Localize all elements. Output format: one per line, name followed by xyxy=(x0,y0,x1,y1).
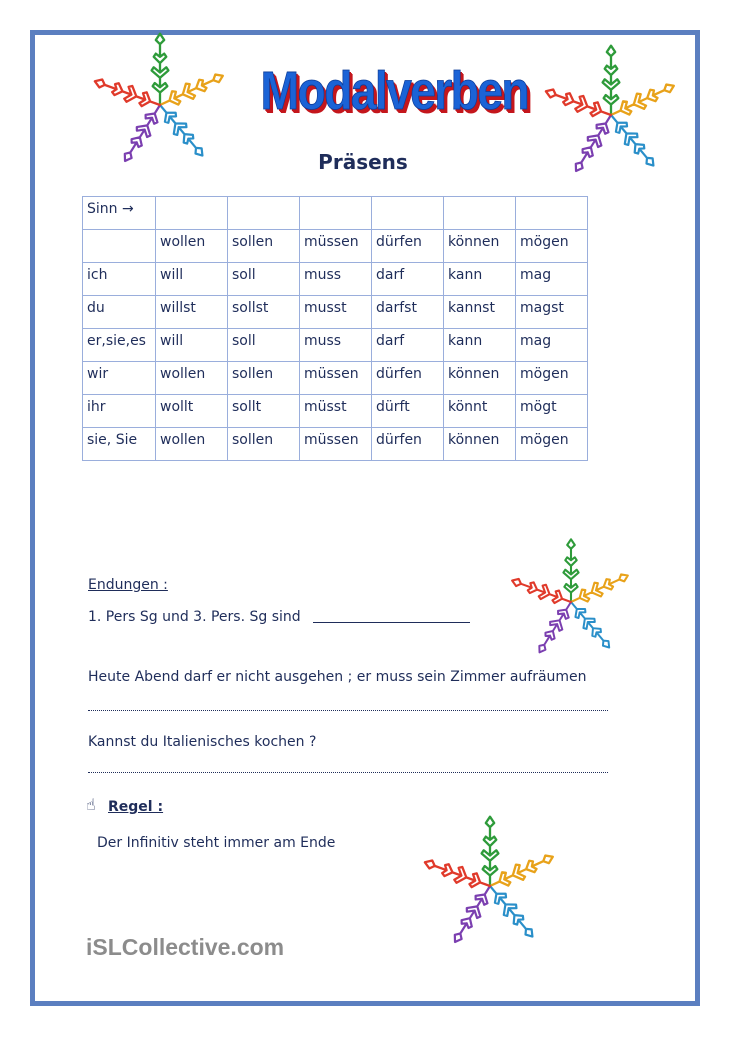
pronoun-cell: ich xyxy=(83,263,156,296)
answer-line[interactable] xyxy=(88,772,608,773)
pronoun-cell: sie, Sie xyxy=(83,428,156,461)
table-cell: sollen xyxy=(228,362,300,395)
table-cell: dürfen xyxy=(372,362,444,395)
snowflake-icon xyxy=(405,806,575,966)
snowflake-icon xyxy=(496,532,646,672)
table-cell: dürft xyxy=(372,395,444,428)
table-cell: kann xyxy=(444,329,516,362)
table-cell: darf xyxy=(372,329,444,362)
table-cell: müsst xyxy=(300,395,372,428)
table-row xyxy=(83,296,588,329)
pronoun-cell: er,sie,es xyxy=(83,329,156,362)
table-cell: wollt xyxy=(156,395,228,428)
regel-label: Regel : xyxy=(108,799,164,815)
column-header: wollen xyxy=(156,230,228,263)
table-cell: willst xyxy=(156,296,228,329)
table-cell: mag xyxy=(516,263,588,296)
table-cell: mögen xyxy=(516,428,588,461)
answer-blank[interactable] xyxy=(313,622,470,623)
table-cell: soll xyxy=(228,263,300,296)
answer-line[interactable] xyxy=(88,710,608,711)
snowflake-icon xyxy=(526,40,696,190)
table-row xyxy=(83,329,588,362)
page-title: Modalverben xyxy=(260,61,529,121)
table-row xyxy=(83,263,588,296)
table-cell xyxy=(156,197,228,230)
table-cell: könnt xyxy=(444,395,516,428)
table-cell: musst xyxy=(300,296,372,329)
exercise-sentence: Kannst du Italienisches kochen ? xyxy=(88,734,317,750)
table-cell: muss xyxy=(300,329,372,362)
endungen-heading: Endungen : xyxy=(88,577,168,593)
table-cell xyxy=(228,197,300,230)
sinn-label: Sinn → xyxy=(83,197,156,230)
table-cell: wollen xyxy=(156,362,228,395)
snowflake-icon xyxy=(80,30,240,180)
table-cell: soll xyxy=(228,329,300,362)
table-cell: müssen xyxy=(300,428,372,461)
regel-text: Der Infinitiv steht immer am Ende xyxy=(97,835,336,851)
table-cell: mag xyxy=(516,329,588,362)
table-cell: müssen xyxy=(300,362,372,395)
table-cell: mögen xyxy=(516,362,588,395)
column-header: sollen xyxy=(228,230,300,263)
pronoun-cell: du xyxy=(83,296,156,329)
table-cell xyxy=(300,197,372,230)
table-cell: will xyxy=(156,329,228,362)
table-cell: mögt xyxy=(516,395,588,428)
table-cell: muss xyxy=(300,263,372,296)
table-row xyxy=(83,395,588,428)
table-cell: sollen xyxy=(228,428,300,461)
column-header: mögen xyxy=(516,230,588,263)
column-header: dürfen xyxy=(372,230,444,263)
table-row xyxy=(83,197,588,230)
pronoun-cell: wir xyxy=(83,362,156,395)
column-header: müssen xyxy=(300,230,372,263)
table-cell: können xyxy=(444,362,516,395)
table-cell xyxy=(372,197,444,230)
table-row xyxy=(83,362,588,395)
table-cell xyxy=(444,197,516,230)
table-cell: will xyxy=(156,263,228,296)
table-cell: sollt xyxy=(228,395,300,428)
page-subtitle: Präsens xyxy=(318,150,408,174)
table-header-row xyxy=(83,230,588,263)
table-cell: kannst xyxy=(444,296,516,329)
table-cell xyxy=(516,197,588,230)
table-row xyxy=(83,428,588,461)
exercise-sentence: Heute Abend darf er nicht ausgehen ; er muss sein Zimmer aufräumen xyxy=(88,669,587,685)
table-cell: können xyxy=(444,428,516,461)
table-cell: darfst xyxy=(372,296,444,329)
pronoun-cell: ihr xyxy=(83,395,156,428)
pointing-hand-icon: ☝ xyxy=(86,795,96,814)
table-cell: kann xyxy=(444,263,516,296)
endungen-question: 1. Pers Sg und 3. Pers. Sg sind xyxy=(88,609,301,625)
conjugation-table xyxy=(82,196,588,461)
column-header: können xyxy=(444,230,516,263)
table-cell xyxy=(83,230,156,263)
table-cell: magst xyxy=(516,296,588,329)
table-cell: wollen xyxy=(156,428,228,461)
watermark-logo: iSLCollective.com xyxy=(86,934,285,960)
table-cell: sollst xyxy=(228,296,300,329)
table-cell: dürfen xyxy=(372,428,444,461)
table-cell: darf xyxy=(372,263,444,296)
